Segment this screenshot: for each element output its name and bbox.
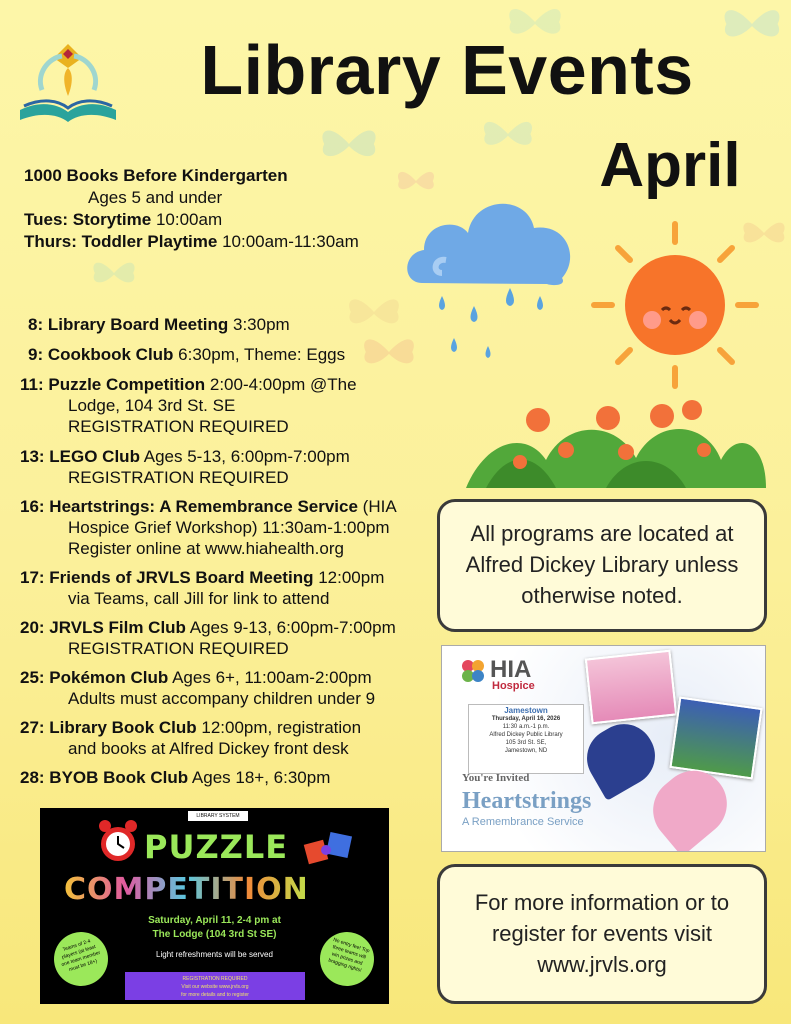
- kindergarten-heading: 1000 Books Before Kindergarten: [24, 166, 288, 185]
- sun-icon: [590, 220, 760, 390]
- location-notice-box: All programs are located at Alfred Dickey Library unless otherwise noted.: [437, 499, 767, 632]
- more-info-box: For more information or to register for events visit www.jrvls.org: [437, 864, 767, 1004]
- competition-word: COMPETITION: [64, 872, 309, 907]
- registration-banner: REGISTRATION REQUIRED Visit our website www.jrvls.org for more details and to register: [125, 972, 305, 1000]
- puzzle-competition-flyer: LIBRARY SYSTEM PUZZLE COMPETITION Saturday, April 11, 2-4 pm at The Lodge (104 3rd St SE) Light refreshments will be served Teams of 2-4 players (at least one team member must be 18+) No entry fee! Top three teams will win prizes and bragging rights! REGISTRATION REQUIRED Visit our website www.jrvls.org for more details and to register: [40, 808, 389, 1004]
- rain-cloud-icon: [402, 178, 582, 378]
- event-item: 27: Library Book Club 12:00pm, registration and books at Alfred Dickey front desk: [20, 718, 362, 758]
- puzzle-word: PUZZLE: [144, 828, 289, 866]
- butterfly-icon: [480, 112, 536, 156]
- butterfly-icon: [345, 290, 403, 334]
- library-logo-icon: [16, 40, 120, 130]
- event-item: 16: Heartstrings: A Remembrance Service (HIA Hospice Grief Workshop) 11:30am-1:00pm Register online at www.hiahealth.org: [20, 497, 397, 558]
- event-item: 20: JRVLS Film Club Ages 9-13, 6:00pm-7:00pm REGISTRATION REQUIRED: [20, 618, 396, 658]
- thursday-line: Thurs: Toddler Playtime 10:00am-11:30am: [24, 232, 359, 251]
- event-item: 28: BYOB Book Club Ages 18+, 6:30pm: [20, 768, 331, 787]
- painting-image: [669, 697, 762, 780]
- event-item: 8: Library Board Meeting 3:30pm: [28, 315, 290, 334]
- kindergarten-section: [24, 165, 359, 253]
- alarm-clock-icon: [96, 818, 140, 866]
- kindergarten-ages: Ages 5 and under: [88, 188, 223, 207]
- tuesday-line: Tues: Storytime 10:00am: [24, 210, 223, 229]
- event-item: 9: Cookbook Club 6:30pm, Theme: Eggs: [28, 345, 346, 364]
- butterfly-icon: [90, 255, 138, 291]
- prizes-badge: No entry fee! Top three teams will win prizes and bragging rights!: [313, 925, 381, 993]
- page-title: Library Events: [200, 31, 694, 109]
- event-details-card: Jamestown Thursday, April 16, 2026 11:30 a.m.-1 p.m. Alfred Dickey Public Library 105 3rd St. SE, Jamestown, ND: [468, 704, 584, 774]
- puzzle-pieces-icon: [302, 830, 358, 870]
- painting-image: [585, 650, 677, 725]
- event-item: 11: Puzzle Competition 2:00-4:00pm @The Lodge, 104 3rd St. SE REGISTRATION REQUIRED: [20, 375, 357, 436]
- event-item: 17: Friends of JRVLS Board Meeting 12:00pm via Teams, call Jill for link to attend: [20, 568, 385, 608]
- month-heading: April: [599, 131, 741, 200]
- flowers-illustration-icon: [466, 380, 766, 488]
- teams-badge: Teams of 2-4 players (at least one team member must be 18+): [47, 925, 115, 993]
- hia-logo-icon: [460, 658, 486, 684]
- event-item: 13: LEGO Club Ages 5-13, 6:00pm-7:00pm REGISTRATION REQUIRED: [20, 447, 350, 487]
- butterfly-icon: [318, 120, 380, 168]
- event-item: 25: Pokémon Club Ages 6+, 11:00am-2:00pm Adults must accompany children under 9: [20, 668, 376, 708]
- heartstrings-flyer: HIA Hospice Jamestown Thursday, April 16, 2026 11:30 a.m.-1 p.m. Alfred Dickey Public Library 105 3rd St. SE, Jamestown, ND You're Invited Heartstrings A Remembrance Service: [441, 645, 766, 852]
